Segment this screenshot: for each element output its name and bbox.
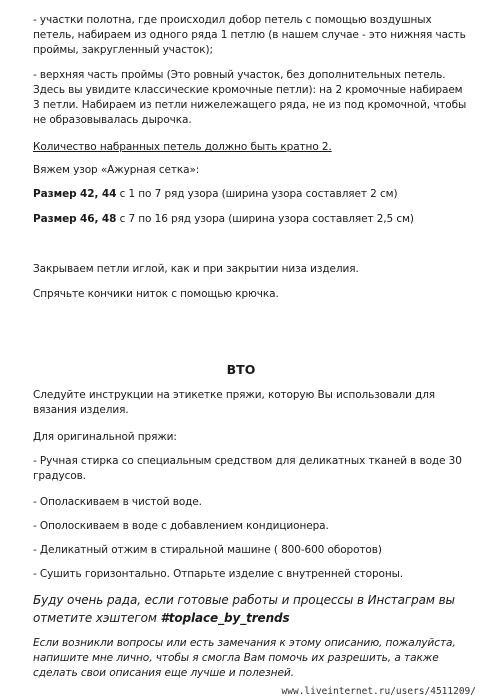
paragraph-vto-hand-wash: - Ручная стирка со специальным средством для деликатных тканей в воде 30 градусов. bbox=[33, 455, 462, 482]
paragraph-vto-spin: - Деликатный отжим в стиральной машине ( 800-600 оборотов) bbox=[33, 544, 382, 556]
section-heading-vto: ВТО bbox=[226, 362, 256, 377]
source-watermark: www.liveinternet.ru/users/4511209/ bbox=[281, 686, 476, 697]
paragraph-vto-label-instructions: Следуйте инструкции на этикетке пряжи, которую Вы использовали для вязания изделия. bbox=[33, 389, 436, 416]
paragraph-vto-original-yarn: Для оригинальной пряжи: bbox=[33, 431, 177, 443]
paragraph-stitch-pickup: - участки полотна, где происходил добор петель с помощью воздушных петель, набираем из одного ряда 1 петлю (в нашем случае - это нижняя часть проймы, закругленный участок); bbox=[33, 14, 466, 56]
paragraph-hide-ends: Спрячьте кончики ниток с помощью крючка. bbox=[33, 288, 279, 300]
paragraph-armhole-top: - верхняя часть проймы (Это ровный участок, без дополнительных петель. Здесь вы увидите классические кромочные петли): на 2 кромочные набираем 3 петли. Набираем из петли нижележащего ряда, не из под кромочной, чтобы не образовывалась дырочка. bbox=[33, 69, 467, 126]
size-42-44-text: с 1 по 7 ряд узора (ширина узора составляет 2 см) bbox=[116, 188, 398, 200]
paragraph-size-46-48 bbox=[33, 212, 469, 227]
instagram-request-text: Буду очень рада, если готовые работы и процессы в Инстаграм вы отметите хэштегом bbox=[33, 593, 455, 625]
paragraph-instagram-request bbox=[33, 591, 469, 627]
size-46-48-text: с 7 по 16 ряд узора (ширина узора составляет 2,5 см) bbox=[116, 213, 414, 225]
size-42-44-label: Размер 42, 44 bbox=[33, 188, 117, 200]
paragraph-pattern-name: Вяжем узор «Ажурная сетка»: bbox=[33, 164, 200, 176]
paragraph-vto-conditioner: - Ополоскиваем в воде с добавлением кондиционера. bbox=[33, 520, 329, 532]
paragraph-size-42-44 bbox=[33, 187, 469, 202]
paragraph-contact-author: Если возникли вопросы или есть замечания к этому описанию, пожалуйста, напишите мне лично, чтобы я смогла Вам помочь их разрешить, а также сделать свои описания еще лучше и полезней. bbox=[33, 637, 456, 679]
paragraph-stitch-multiple: Количество набранных петель должно быть кратно 2. bbox=[33, 141, 332, 153]
size-46-48-label: Размер 46, 48 bbox=[33, 213, 117, 225]
paragraph-vto-rinse: - Ополаскиваем в чистой воде. bbox=[33, 496, 202, 508]
paragraph-bind-off: Закрываем петли иглой, как и при закрытии низа изделия. bbox=[33, 263, 359, 275]
paragraph-vto-dry: - Сушить горизонтально. Отпарьте изделие с внутренней стороны. bbox=[33, 568, 404, 580]
instagram-hashtag: #toplace_by_trends bbox=[160, 611, 290, 625]
